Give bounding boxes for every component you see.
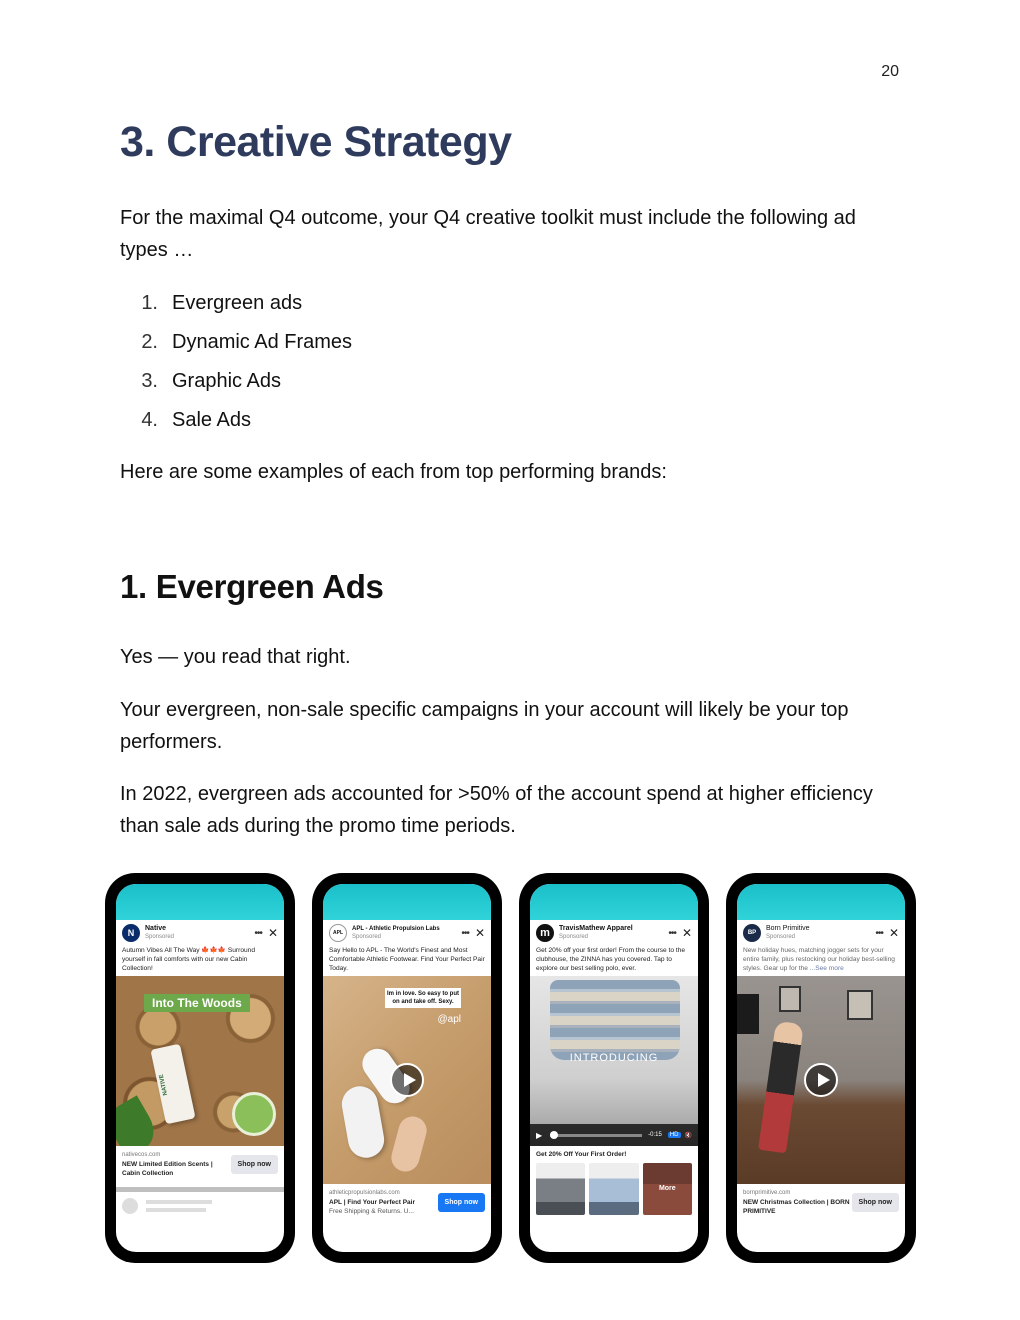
avatar — [122, 1198, 138, 1214]
list-item — [120, 365, 352, 404]
ad-caption: Get 20% off your first order! From the course to the clubhouse, the ZINNA has you covered. Tap to explore our best selling polo, ever. — [536, 947, 686, 972]
ad-subtitle: Free Shipping & Returns. U... — [329, 1208, 414, 1215]
placeholder-line — [146, 1208, 206, 1212]
deodorant-product — [150, 1044, 195, 1125]
time-remaining: -0:15 — [648, 1132, 662, 1138]
section-paragraph-2: Your evergreen, non-sale specific campaigns in your account will likely be your top performers. — [120, 699, 849, 753]
sponsored-label: Sponsored — [766, 934, 796, 940]
screen-status-bar — [530, 884, 698, 920]
play-icon[interactable] — [390, 1063, 424, 1097]
ad-caption: Autumn Vibes All The Way 🍁🍁🍁 Surround yourself in fall comforts with our new Cabin Collection! — [122, 947, 255, 972]
ad-footer — [737, 1184, 905, 1221]
mute-icon[interactable]: 🔇 — [684, 1132, 692, 1139]
brand-logo: BP — [743, 924, 761, 942]
section-heading: 1. Evergreen Ads — [120, 568, 384, 605]
overlay-text: Im in love. So easy to put on and take off. Sexy. — [385, 988, 461, 1008]
handle-text: @apl — [437, 1014, 461, 1025]
person-right — [845, 1034, 903, 1177]
ad-footer — [116, 1146, 284, 1183]
ad-title: NEW Limited Edition Scents | Cabin Collection — [122, 1161, 213, 1177]
ad-header — [116, 920, 284, 946]
overlay-banner: Into The Woods — [144, 994, 250, 1012]
ad-url: bornprimitive.com — [743, 1190, 791, 1196]
list-number: 2. — [141, 331, 158, 353]
list-label: Evergreen ads — [172, 292, 303, 314]
tv-screen — [737, 994, 759, 1034]
carousel-card[interactable] — [589, 1163, 638, 1215]
play-icon[interactable]: ▶ — [536, 1130, 543, 1140]
placeholder-line — [146, 1200, 212, 1204]
video-controls[interactable] — [530, 1124, 698, 1146]
list-label: Graphic Ads — [172, 370, 281, 392]
brand-block — [145, 925, 254, 941]
ad-caption: Say Hello to APL - The World's Finest and Most Comfortable Athletic Footwear. Find Your Perfect Pair Today. — [329, 947, 485, 972]
progress-handle[interactable] — [550, 1131, 558, 1139]
brand-name[interactable]: Born Primitive — [766, 925, 810, 932]
phone-mockup-apl — [312, 873, 502, 1263]
shop-now-button[interactable]: Shop now — [231, 1155, 278, 1174]
shop-now-button[interactable]: Shop now — [852, 1193, 899, 1212]
carousel-offer: Get 20% Off Your First Order! — [536, 1151, 627, 1158]
ad-title: NEW Christmas Collection | BORN PRIMITIVE — [743, 1199, 850, 1215]
brand-logo: m — [536, 924, 554, 942]
brand-logo: N — [122, 924, 140, 942]
seal-badge-icon — [232, 1092, 276, 1136]
wall-frame — [779, 986, 801, 1012]
brand-name[interactable]: APL - Athletic Propulsion Labs — [352, 926, 440, 932]
section-paragraph-1: Yes — you read that right. — [120, 646, 351, 668]
person-left — [758, 1021, 804, 1154]
screen-status-bar — [116, 884, 284, 920]
hd-badge[interactable]: HD — [669, 1132, 679, 1138]
ad-caption — [737, 946, 905, 976]
carousel-card[interactable] — [536, 1163, 585, 1215]
white-sneaker — [339, 1083, 387, 1160]
list-item — [120, 404, 352, 443]
bare-foot — [388, 1113, 430, 1174]
list-number: 3. — [141, 370, 158, 392]
more-options-icon[interactable]: ••• — [875, 927, 883, 939]
phone-mockup-born-primitive — [726, 873, 916, 1263]
close-icon[interactable]: ✕ — [681, 926, 692, 940]
more-options-icon[interactable]: ••• — [254, 927, 262, 939]
ad-image[interactable] — [116, 976, 284, 1146]
ad-video[interactable] — [323, 976, 491, 1184]
close-icon[interactable]: ✕ — [474, 926, 485, 940]
ad-video[interactable] — [530, 976, 698, 1146]
brand-name[interactable]: Native — [145, 925, 167, 932]
folded-polo-stack — [550, 980, 680, 1060]
brand-logo: APL — [329, 924, 347, 942]
list-item — [120, 326, 352, 365]
ad-video[interactable] — [737, 976, 905, 1184]
overlay-text: INTRODUCING — [569, 1052, 659, 1064]
screen-status-bar — [323, 884, 491, 920]
ad-header — [323, 920, 491, 946]
more-options-icon[interactable]: ••• — [668, 927, 676, 939]
ad-header — [737, 920, 905, 946]
see-more-link[interactable]: ...See more — [809, 965, 844, 972]
list-label: Dynamic Ad Frames — [172, 331, 353, 353]
shop-now-button[interactable]: Shop now — [438, 1193, 485, 1212]
next-post-placeholder — [116, 1192, 284, 1220]
phone-mockup-native — [105, 873, 295, 1263]
brand-block — [559, 925, 668, 941]
phone-screen — [116, 884, 284, 1252]
progress-bar[interactable] — [550, 1134, 642, 1137]
sponsored-label: Sponsored — [145, 934, 175, 940]
phone-screen — [323, 884, 491, 1252]
screen-status-bar — [737, 884, 905, 920]
brand-name[interactable]: TravisMathew Apparel — [559, 925, 633, 932]
more-options-icon[interactable]: ••• — [461, 927, 469, 939]
intro-paragraph: For the maximal Q4 outcome, your Q4 creative toolkit must include the following ad types … — [120, 207, 856, 261]
fern-leaf — [116, 1095, 162, 1146]
ad-url: athleticpropulsionlabs.com — [329, 1190, 400, 1196]
play-icon[interactable] — [804, 1063, 838, 1097]
wall-frame — [847, 990, 873, 1020]
section-paragraph-3: In 2022, evergreen ads accounted for >50% of the account spend at higher efficiency than sale ads during the promo time periods. — [120, 783, 873, 837]
page-title: 3. Creative Strategy — [120, 118, 512, 166]
ad-url: nativecos.com — [122, 1152, 161, 1158]
phone-mockup-travismathew — [519, 873, 709, 1263]
ad-header — [530, 920, 698, 946]
list-label: Sale Ads — [172, 409, 251, 431]
carousel-card-more[interactable] — [643, 1163, 692, 1215]
ad-types-list — [120, 287, 352, 443]
sponsored-label: Sponsored — [352, 934, 382, 940]
caption-text: New holiday hues, matching jogger sets for your entire family, plus restocking our holiday best-selling styles. Gear up for the — [743, 947, 895, 972]
list-number: 1. — [141, 292, 158, 314]
close-icon[interactable]: ✕ — [267, 926, 278, 940]
ad-footer — [323, 1184, 491, 1221]
examples-intro: Here are some examples of each from top performing brands: — [120, 461, 667, 483]
phone-screen — [737, 884, 905, 1252]
page-number: 20 — [881, 63, 899, 80]
product-label: NATIVE — [158, 1073, 170, 1096]
more-label: More — [658, 1185, 676, 1192]
list-number: 4. — [141, 409, 158, 431]
brand-block — [352, 925, 461, 941]
close-icon[interactable]: ✕ — [888, 926, 899, 940]
sponsored-label: Sponsored — [559, 934, 589, 940]
ad-title: APL | Find Your Perfect Pair — [329, 1199, 415, 1206]
list-item — [120, 287, 352, 326]
phone-screen — [530, 884, 698, 1252]
brand-block — [766, 925, 875, 941]
product-carousel[interactable] — [530, 1163, 698, 1215]
